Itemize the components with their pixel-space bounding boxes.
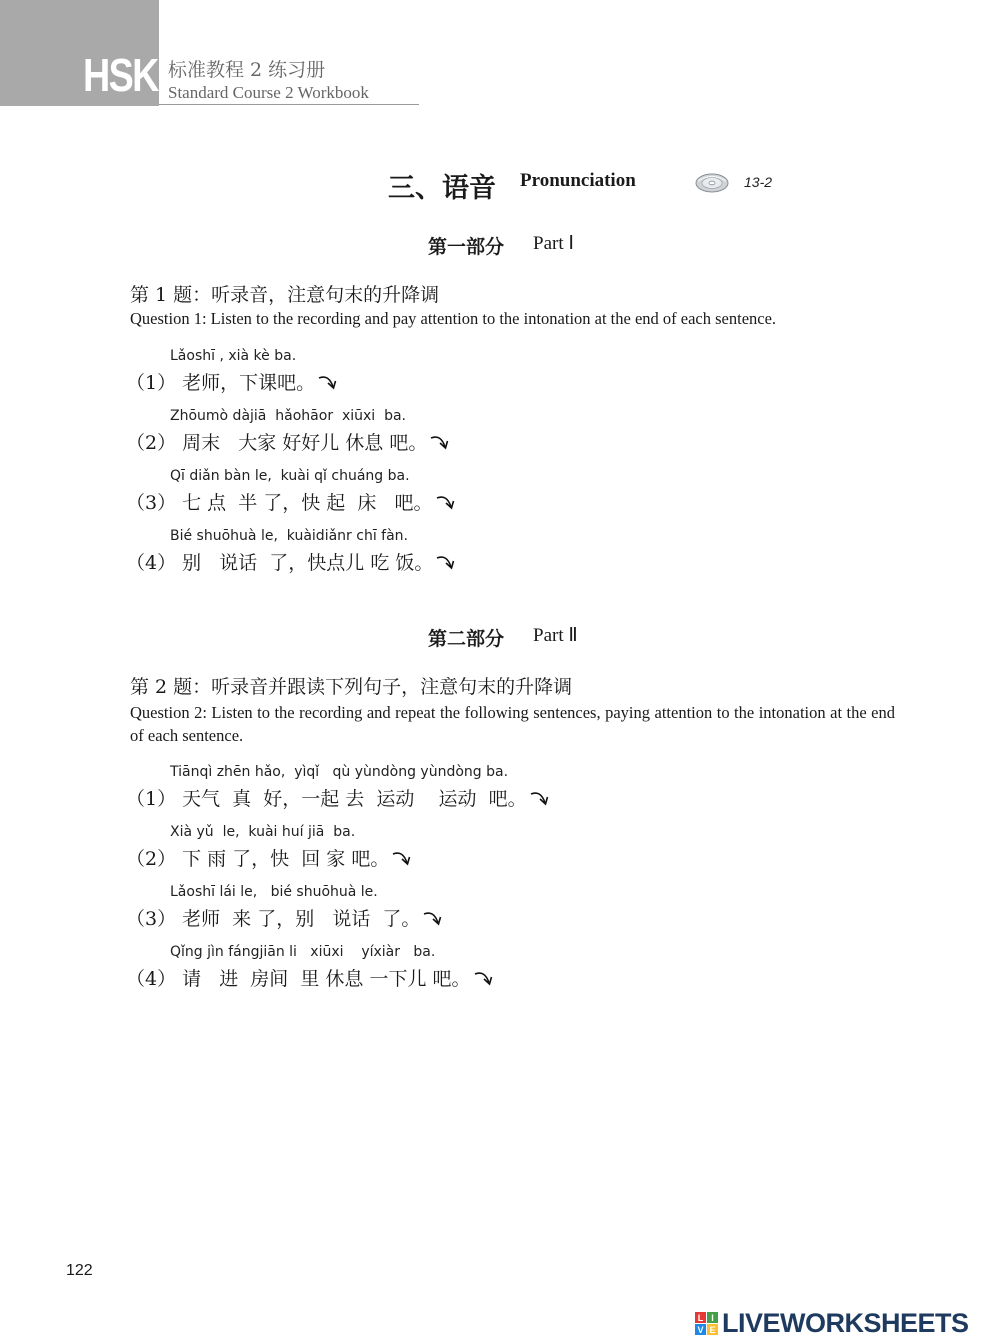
part1-title-cn: 第一部分 — [428, 236, 505, 258]
question1-cn: 第 1 题：听录音，注意句末的升降调 — [130, 284, 440, 306]
book-title-en: Standard Course 2 Workbook — [168, 83, 369, 102]
p2-item4-hanzi: 请 进 房间 里 休息 一下儿 吧。 — [182, 968, 471, 990]
liveworksheets-logo[interactable] — [695, 1308, 969, 1339]
falling-intonation-icon — [473, 967, 495, 989]
p2-item3-pinyin: Lǎoshī lái le, bié shuōhuà le. — [170, 884, 378, 900]
hsk-logo: HSK — [83, 49, 158, 101]
p1-item2-num: （2） — [126, 432, 177, 454]
p1-item2-pinyin: Zhōumò dàjiā hǎohāor xiūxi ba. — [170, 408, 407, 424]
part2-title-cn: 第二部分 — [428, 628, 505, 650]
book-title-cn: 标准教程 2 练习册 — [168, 59, 326, 81]
part1-title-en: Part Ⅰ — [533, 233, 574, 254]
falling-intonation-icon — [429, 431, 451, 453]
p1-item4-sentence — [126, 548, 457, 575]
section-title-cn: 三、语音 — [388, 173, 496, 204]
falling-intonation-icon — [391, 847, 413, 869]
p2-item3-num: （3） — [126, 908, 177, 930]
p2-item2-num: （2） — [126, 848, 177, 870]
section-title-en: Pronunciation — [520, 170, 636, 191]
logo-letter-e: E — [707, 1324, 718, 1335]
question1-en: Question 1: Listen to the recording and pay attention to the intonation at the end of each sentence. — [130, 309, 777, 328]
track-number: 13-2 — [744, 174, 773, 190]
p2-item4-num: （4） — [126, 968, 177, 990]
page-number: 122 — [66, 1262, 93, 1279]
header-rule — [159, 104, 419, 105]
falling-intonation-icon — [435, 491, 457, 513]
part2-title-en: Part Ⅱ — [533, 625, 578, 646]
p1-item1-sentence — [126, 368, 339, 395]
question2-cn: 第 2 题：听录音并跟读下列句子，注意句末的升降调 — [130, 676, 573, 698]
p1-item1-pinyin: Lǎoshī , xià kè ba. — [170, 348, 297, 364]
p2-item1-hanzi: 天气 真 好，一起 去 运动 运动 吧。 — [182, 788, 527, 810]
falling-intonation-icon — [435, 551, 457, 573]
p1-item3-pinyin: Qī diǎn bàn le, kuài qǐ chuáng ba. — [170, 468, 410, 484]
p1-item3-hanzi: 七 点 半 了，快 起 床 吧。 — [182, 492, 433, 514]
cd-icon[interactable] — [694, 170, 730, 194]
p2-item1-num: （1） — [126, 788, 177, 810]
liveworksheets-wordmark: LIVEWORKSHEETS — [722, 1308, 969, 1338]
p1-item1-hanzi: 老师，下课吧。 — [182, 372, 316, 394]
falling-intonation-icon — [317, 371, 339, 393]
logo-letter-i: I — [707, 1312, 718, 1323]
p2-item4-pinyin: Qǐng jìn fángjiān li xiūxi yíxiàr ba. — [170, 944, 436, 960]
logo-letter-v: V — [695, 1324, 706, 1335]
p2-item2-hanzi: 下 雨 了，快 回 家 吧。 — [182, 848, 390, 870]
p2-item3-hanzi: 老师 来 了，别 说话 了。 — [182, 908, 421, 930]
liveworksheets-logo-icon — [695, 1312, 718, 1335]
p2-item2-pinyin: Xià yǔ le, kuài huí jiā ba. — [170, 824, 356, 840]
p1-item4-num: （4） — [126, 552, 177, 574]
p2-item3-sentence — [126, 904, 444, 931]
p1-item1-num: （1） — [126, 372, 177, 394]
p1-item4-hanzi: 别 说话 了，快点儿 吃 饭。 — [182, 552, 434, 574]
p1-item3-num: （3） — [126, 492, 177, 514]
p2-item2-sentence — [126, 844, 413, 871]
p2-item4-sentence — [126, 964, 495, 991]
falling-intonation-icon — [422, 907, 444, 929]
p1-item2-hanzi: 周末 大家 好好儿 休息 吧。 — [182, 432, 428, 454]
p1-item2-sentence — [126, 428, 451, 455]
p2-item1-pinyin: Tiānqì zhēn hǎo, yìqǐ qù yùndòng yùndòng ba. — [170, 764, 509, 780]
p1-item3-sentence — [126, 488, 457, 515]
question2-en: Question 2: Listen to the recording and repeat the following sentences, paying attention to the intonation at the end of each sentence. — [130, 703, 895, 745]
p1-item4-pinyin: Bié shuōhuà le, kuàidiǎnr chī fàn. — [170, 528, 408, 544]
p2-item1-sentence — [126, 784, 551, 811]
falling-intonation-icon — [529, 787, 551, 809]
logo-letter-l: L — [695, 1312, 706, 1323]
